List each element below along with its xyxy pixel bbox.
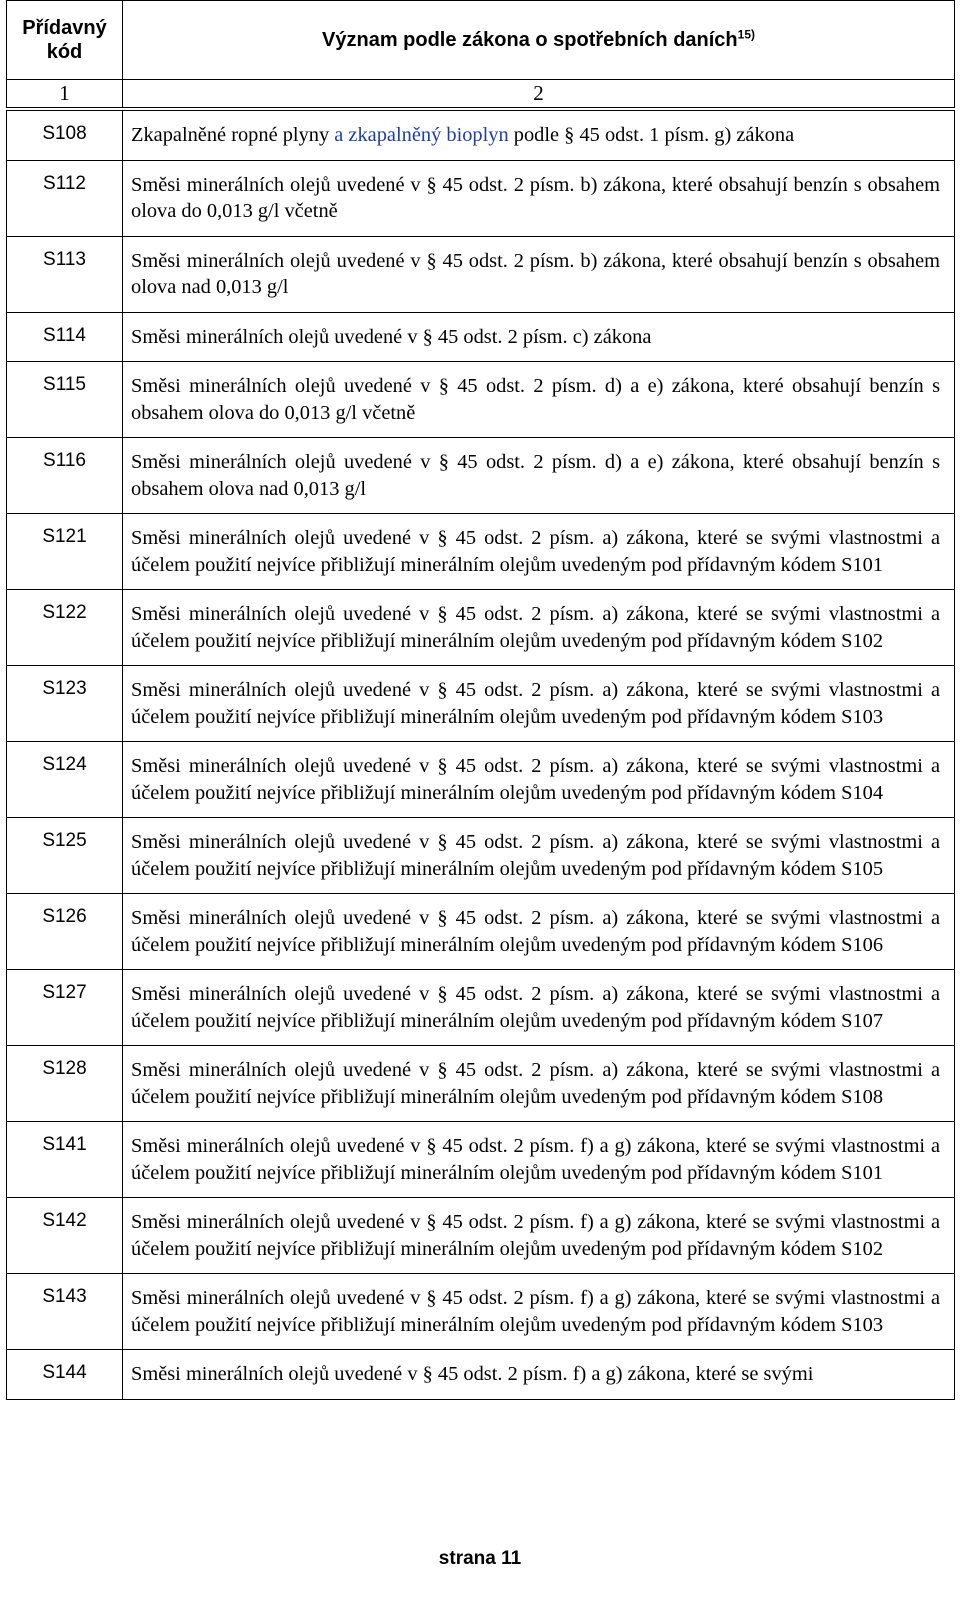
row-code: S144 — [7, 1350, 123, 1400]
row-code: S115 — [7, 362, 123, 438]
header-col2-title-text: Význam podle zákona o spotřebních daních — [322, 29, 738, 51]
table-row — [7, 1274, 955, 1350]
row-code: S128 — [7, 1046, 123, 1122]
row-code: S112 — [7, 160, 123, 236]
row-code: S123 — [7, 666, 123, 742]
code-table — [6, 0, 955, 1400]
table-row — [7, 590, 955, 666]
row-code: S142 — [7, 1198, 123, 1274]
row-code: S114 — [7, 312, 123, 362]
table-row — [7, 1046, 955, 1122]
row-description: Směsi minerálních olejů uvedené v § 45 odst. 2 písm. b) zákona, které obsahují benzín s obsahem olova nad 0,013 g/l — [123, 236, 955, 312]
row-description: Směsi minerálních olejů uvedené v § 45 odst. 2 písm. a) zákona, které se svými vlastnostmi a účelem použití nejvíce přibližují minerálním olejům uvedeným pod přídavným kódem S103 — [123, 666, 955, 742]
row-code: S124 — [7, 742, 123, 818]
table-row — [7, 1122, 955, 1198]
row-code: S122 — [7, 590, 123, 666]
row-code: S108 — [7, 109, 123, 160]
row-description: Směsi minerálních olejů uvedené v § 45 odst. 2 písm. a) zákona, které se svými vlastnostmi a účelem použití nejvíce přibližují minerálním olejům uvedeným pod přídavným kódem S101 — [123, 514, 955, 590]
row-description: Směsi minerálních olejů uvedené v § 45 odst. 2 písm. c) zákona — [123, 312, 955, 362]
row-description: Směsi minerálních olejů uvedené v § 45 odst. 2 písm. a) zákona, které se svými vlastnostmi a účelem použití nejvíce přibližují minerálním olejům uvedeným pod přídavným kódem S108 — [123, 1046, 955, 1122]
row-description: Směsi minerálních olejů uvedené v § 45 odst. 2 písm. f) a g) zákona, které se svými vlastnostmi a účelem použití nejvíce přibližují minerálním olejům uvedeným pod přídavným kódem S101 — [123, 1122, 955, 1198]
header-col2-title — [123, 1, 955, 80]
table-row — [7, 362, 955, 438]
header-col1-title-text: Přídavný kód — [22, 17, 107, 63]
row-code: S127 — [7, 970, 123, 1046]
footnote-marker: 15) — [737, 27, 755, 42]
col2-number: 2 — [123, 80, 955, 110]
row-code: S125 — [7, 818, 123, 894]
table-row — [7, 666, 955, 742]
document-page — [6, 0, 954, 1400]
table-row — [7, 312, 955, 362]
row-code: S116 — [7, 438, 123, 514]
table-body — [7, 109, 955, 1399]
table-row — [7, 236, 955, 312]
row-code: S121 — [7, 514, 123, 590]
table-row — [7, 742, 955, 818]
row-description: Směsi minerálních olejů uvedené v § 45 odst. 2 písm. d) a e) zákona, které obsahují benzín s obsahem olova do 0,013 g/l včetně — [123, 362, 955, 438]
row-description: Směsi minerálních olejů uvedené v § 45 odst. 2 písm. d) a e) zákona, které obsahují benzín s obsahem olova nad 0,013 g/l — [123, 438, 955, 514]
col1-number: 1 — [7, 80, 123, 110]
row-description: Směsi minerálních olejů uvedené v § 45 odst. 2 písm. a) zákona, které se svými vlastnostmi a účelem použití nejvíce přibližují minerálním olejům uvedeným pod přídavným kódem S105 — [123, 818, 955, 894]
row-description: Směsi minerálních olejů uvedené v § 45 odst. 2 písm. f) a g) zákona, které se svými — [123, 1350, 955, 1400]
row-description-text: podle § 45 odst. 1 písm. g) zákona — [508, 124, 795, 146]
table-row — [7, 438, 955, 514]
table-row — [7, 894, 955, 970]
column-number-row — [7, 80, 955, 110]
row-code: S126 — [7, 894, 123, 970]
table-row — [7, 818, 955, 894]
row-code: S141 — [7, 1122, 123, 1198]
row-description: Směsi minerálních olejů uvedené v § 45 odst. 2 písm. a) zákona, které se svými vlastnostmi a účelem použití nejvíce přibližují minerálním olejům uvedeným pod přídavným kódem S104 — [123, 742, 955, 818]
row-code: S143 — [7, 1274, 123, 1350]
header-col1-title — [7, 1, 123, 80]
row-description-text: Zkapalněné ropné plyny — [131, 124, 335, 146]
row-code: S113 — [7, 236, 123, 312]
row-description: Směsi minerálních olejů uvedené v § 45 odst. 2 písm. a) zákona, které se svými vlastnostmi a účelem použití nejvíce přibližují minerálním olejům uvedeným pod přídavným kódem S102 — [123, 590, 955, 666]
table-row — [7, 514, 955, 590]
table-row — [7, 160, 955, 236]
row-description: Směsi minerálních olejů uvedené v § 45 odst. 2 písm. a) zákona, které se svými vlastnostmi a účelem použití nejvíce přibližují minerálním olejům uvedeným pod přídavným kódem S106 — [123, 894, 955, 970]
table-row — [7, 1350, 955, 1400]
row-description: Směsi minerálních olejů uvedené v § 45 odst. 2 písm. a) zákona, které se svými vlastnostmi a účelem použití nejvíce přibližují minerálním olejům uvedeným pod přídavným kódem S107 — [123, 970, 955, 1046]
table-row — [7, 1198, 955, 1274]
row-description: Směsi minerálních olejů uvedené v § 45 odst. 2 písm. f) a g) zákona, které se svými vlastnostmi a účelem použití nejvíce přibližují minerálním olejům uvedeným pod přídavným kódem S103 — [123, 1274, 955, 1350]
page-number: strana 11 — [438, 1548, 522, 1569]
table-row — [7, 109, 955, 160]
row-description — [123, 109, 955, 160]
table-header-row — [7, 1, 955, 80]
row-description: Směsi minerálních olejů uvedené v § 45 odst. 2 písm. f) a g) zákona, které se svými vlastnostmi a účelem použití nejvíce přibližují minerálním olejům uvedeným pod přídavným kódem S102 — [123, 1198, 955, 1274]
row-description: Směsi minerálních olejů uvedené v § 45 odst. 2 písm. b) zákona, které obsahují benzín s obsahem olova do 0,013 g/l včetně — [123, 160, 955, 236]
row-description-amendment: a zkapalněný bioplyn — [334, 124, 509, 146]
table-row — [7, 970, 955, 1046]
